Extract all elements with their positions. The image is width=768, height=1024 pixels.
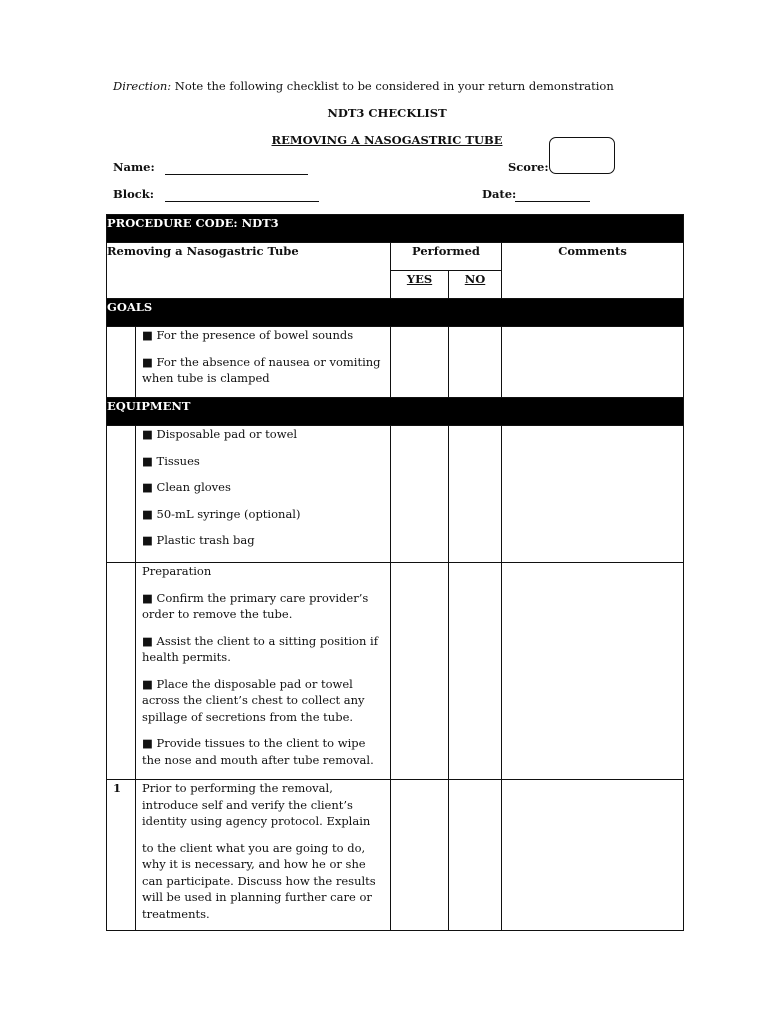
date-line[interactable]: [515, 201, 590, 202]
procedure-name: Removing a Nasogastric Tube: [107, 243, 391, 299]
equipment-yes-cell[interactable]: [391, 426, 449, 563]
date-label: Date:: [482, 187, 517, 201]
equipment-item: ■ Plastic trash bag: [142, 533, 255, 547]
preparation-number-cell: [107, 563, 136, 780]
preparation-no-cell[interactable]: [449, 563, 502, 780]
preparation-title: Preparation: [142, 564, 212, 578]
goals-content-row: [107, 327, 684, 398]
no-header: NO: [449, 271, 502, 299]
step-1-text: [136, 780, 391, 931]
goals-no-cell[interactable]: [449, 327, 502, 398]
goals-number-cell: [107, 327, 136, 398]
equipment-row: [107, 398, 684, 426]
checklist-table: [106, 214, 684, 931]
goal-item: ■ For the absence of nausea or vomiting when tube is clamped: [142, 354, 381, 385]
equipment-comments-cell[interactable]: [502, 426, 684, 563]
equipment-no-cell[interactable]: [449, 426, 502, 563]
block-line[interactable]: [165, 201, 319, 202]
direction-lead: Direction:: [113, 79, 172, 93]
procedure-code: PROCEDURE CODE: NDT3: [107, 215, 684, 243]
step-number: 1: [107, 780, 136, 931]
direction-line: [113, 79, 614, 93]
step-1-yes-cell[interactable]: [391, 780, 449, 931]
checklist-title: NDT3 CHECKLIST: [327, 106, 447, 120]
goals-yes-cell[interactable]: [391, 327, 449, 398]
step-1-row: [107, 780, 684, 931]
equipment-content-row: [107, 426, 684, 563]
preparation-item: ■ Confirm the primary care provider’s order to remove the tube.: [142, 590, 369, 621]
goals-comments-cell[interactable]: [502, 327, 684, 398]
checklist-subtitle: REMOVING A NASOGASTRIC TUBE: [271, 133, 503, 147]
goals-row: [107, 299, 684, 327]
equipment-number-cell: [107, 426, 136, 563]
goals-list: [136, 327, 391, 398]
preparation-comments-cell[interactable]: [502, 563, 684, 780]
preparation-row: [107, 563, 684, 780]
yes-header: YES: [391, 271, 449, 299]
score-box[interactable]: [549, 137, 615, 174]
goals-header: GOALS: [107, 299, 684, 327]
equipment-item: ■ Clean gloves: [142, 480, 231, 494]
equipment-item: ■ Tissues: [142, 453, 200, 468]
header-row: [107, 243, 684, 271]
name-line[interactable]: [165, 174, 308, 175]
step-1-comments-cell[interactable]: [502, 780, 684, 931]
preparation-item: ■ Place the disposable pad or towel across the client’s chest to collect any spillage of secretions from the tube.: [142, 676, 365, 724]
step-1-part-1: Prior to performing the removal, introduce self and verify the client’s identity using agency protocol. Explain: [142, 781, 371, 828]
equipment-list: [136, 426, 391, 563]
step-1-part-2: to the client what you are going to do, why it is necessary, and how he or she can participate. Discuss how the results will be used in planning further care or treatments.: [142, 840, 376, 921]
name-label: Name:: [113, 160, 155, 174]
goal-item: ■ For the presence of bowel sounds: [142, 328, 354, 342]
block-label: Block:: [113, 187, 154, 201]
equipment-item: ■ Disposable pad or towel: [142, 427, 298, 441]
preparation-yes-cell[interactable]: [391, 563, 449, 780]
direction-text: Note the following checklist to be considered in your return demonstration: [171, 79, 614, 93]
equipment-item: ■ 50-mL syringe (optional): [142, 506, 301, 521]
step-1-no-cell[interactable]: [449, 780, 502, 931]
preparation-item: ■ Assist the client to a sitting position if health permits.: [142, 633, 378, 664]
procedure-code-row: [107, 215, 684, 243]
comments-header: Comments: [502, 243, 684, 299]
equipment-header: EQUIPMENT: [107, 398, 684, 426]
preparation-item: ■ Provide tissues to the client to wipe the nose and mouth after tube removal.: [142, 736, 374, 767]
score-label: Score:: [508, 160, 549, 174]
preparation-list: [136, 563, 391, 780]
performed-header: Performed: [391, 243, 502, 271]
